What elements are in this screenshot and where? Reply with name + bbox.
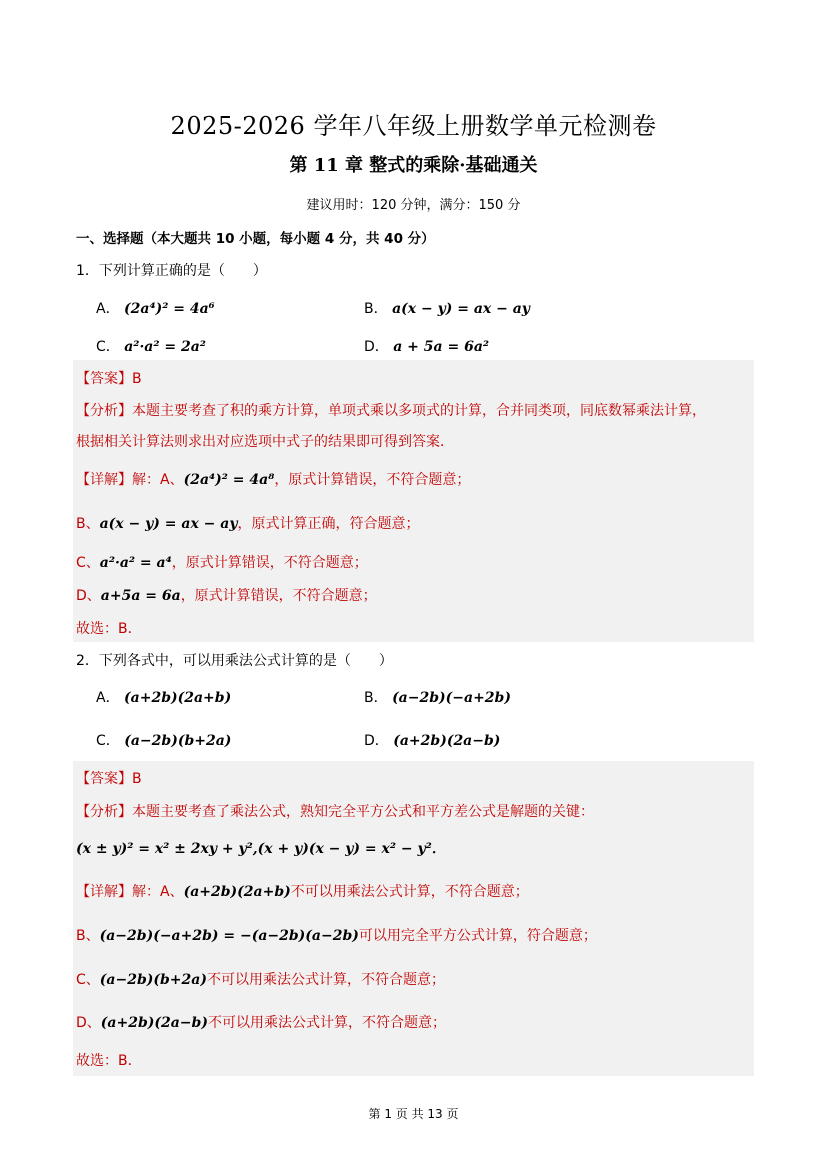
q2-detail-c <box>76 969 445 989</box>
question-2-stem: 2．下列各式中，可以用乘法公式计算的是（ ） <box>76 653 393 669</box>
option-label: D． <box>364 339 389 355</box>
q1-choose: 故选：B． <box>76 621 142 637</box>
page-footer: 第 1 页 共 13 页 <box>368 1107 459 1121</box>
detail-tag: 【详解】 <box>76 884 132 900</box>
option-expression: a(x − y) = ax − ay <box>392 301 530 317</box>
q1-option-a <box>96 298 215 318</box>
q2-detail-a <box>76 881 529 901</box>
q2-option-d <box>364 730 500 750</box>
analysis-text: 本题主要考查了乘法公式，熟知完全平方公式和平方差公式是解题的关键： <box>132 804 594 820</box>
q1-option-b <box>364 298 530 318</box>
detail-text: 不可以用乘法公式计算，不符合题意； <box>290 884 529 900</box>
detail-expression: (2a⁴)² = 4a⁸ <box>183 472 275 488</box>
analysis-tag: 【分析】 <box>76 403 132 419</box>
detail-text: ，原式计算错误，不符合题意； <box>171 555 368 571</box>
option-expression: a + 5a = 6a² <box>393 339 490 355</box>
detail-text: ，原式计算正确，符合题意； <box>237 516 420 532</box>
q1-option-d <box>364 336 489 356</box>
option-label: C． <box>96 339 120 355</box>
q1-detail-a <box>76 469 470 489</box>
detail-text: 不可以用乘法公式计算，不符合题意； <box>206 972 445 988</box>
q1-detail-d <box>76 585 377 605</box>
detail-prefix: 解：A、 <box>132 472 184 488</box>
q2-formula: (x ± y)² = x² ± 2xy + y²,(x + y)(x − y) = x² − y²． <box>76 841 446 857</box>
q1-analysis-line1 <box>76 400 706 420</box>
q2-option-a <box>96 687 231 707</box>
q1-analysis-line2: 根据相关计算法则求出对应选项中式子的结果即可得到答案． <box>76 434 454 450</box>
option-label: D． <box>364 733 389 749</box>
detail-text: 可以用完全平方公式计算，符合题意； <box>358 928 597 944</box>
detail-prefix: D、 <box>76 588 101 604</box>
option-expression: (a+2b)(2a+b) <box>124 690 232 706</box>
q1-option-c <box>96 336 206 356</box>
detail-prefix: B、 <box>76 928 100 944</box>
option-expression: (a−2b)(b+2a) <box>124 733 232 749</box>
q2-detail-d <box>76 1012 446 1032</box>
detail-expression: (a+2b)(2a−b) <box>100 1015 208 1031</box>
q2-detail-b <box>76 925 597 945</box>
option-expression: (a+2b)(2a−b) <box>393 733 501 749</box>
option-label: B． <box>364 301 388 317</box>
page-title: 2025-2026 学年八年级上册数学单元检测卷 <box>170 112 657 140</box>
question-1-stem: 1．下列计算正确的是（ ） <box>76 263 267 279</box>
q1-detail-c <box>76 552 368 572</box>
detail-prefix: B、 <box>76 516 100 532</box>
time-note: 建议用时：120 分钟，满分：150 分 <box>306 198 521 213</box>
detail-expression: (a−2b)(b+2a) <box>99 972 207 988</box>
option-expression: (2a⁴)² = 4a⁶ <box>124 301 215 317</box>
detail-prefix: 解：A、 <box>132 884 184 900</box>
detail-expression: a²·a² = a⁴ <box>99 555 172 571</box>
detail-expression: (a−2b)(−a+2b) = −(a−2b)(a−2b) <box>99 928 359 944</box>
detail-text: 不可以用乘法公式计算，不符合题意； <box>207 1015 446 1031</box>
chapter-subtitle: 第 11 章 整式的乘除·基础通关 <box>289 155 538 176</box>
q2-option-c <box>96 730 231 750</box>
q2-choose: 故选：B． <box>76 1053 142 1069</box>
detail-expression: a+5a = 6a <box>100 588 181 604</box>
analysis-tag: 【分析】 <box>76 804 132 820</box>
detail-prefix: C、 <box>76 972 100 988</box>
detail-expression: a(x − y) = ax − ay <box>99 516 238 532</box>
q2-option-b <box>364 687 511 707</box>
option-expression: (a−2b)(−a+2b) <box>392 690 511 706</box>
detail-text: ，原式计算错误，不符合题意； <box>274 472 471 488</box>
analysis-text: 本题主要考查了积的乘方计算，单项式乘以多项式的计算，合并同类项，同底数幂乘法计算， <box>132 403 706 419</box>
detail-prefix: D、 <box>76 1015 101 1031</box>
q1-detail-b <box>76 513 419 533</box>
q1-answer: 【答案】B <box>76 371 142 387</box>
detail-text: ，原式计算错误，不符合题意； <box>180 588 377 604</box>
option-expression: a²·a² = 2a² <box>124 339 206 355</box>
detail-tag: 【详解】 <box>76 472 132 488</box>
option-label: B． <box>364 690 388 706</box>
section-heading: 一、选择题（本大题共 10 小题，每小题 4 分，共 40 分） <box>76 231 435 247</box>
detail-expression: (a+2b)(2a+b) <box>183 884 291 900</box>
option-label: C． <box>96 733 120 749</box>
option-label: A． <box>96 690 120 706</box>
q2-analysis-line1 <box>76 801 594 821</box>
q2-answer: 【答案】B <box>76 771 142 787</box>
option-label: A． <box>96 301 120 317</box>
detail-prefix: C、 <box>76 555 100 571</box>
